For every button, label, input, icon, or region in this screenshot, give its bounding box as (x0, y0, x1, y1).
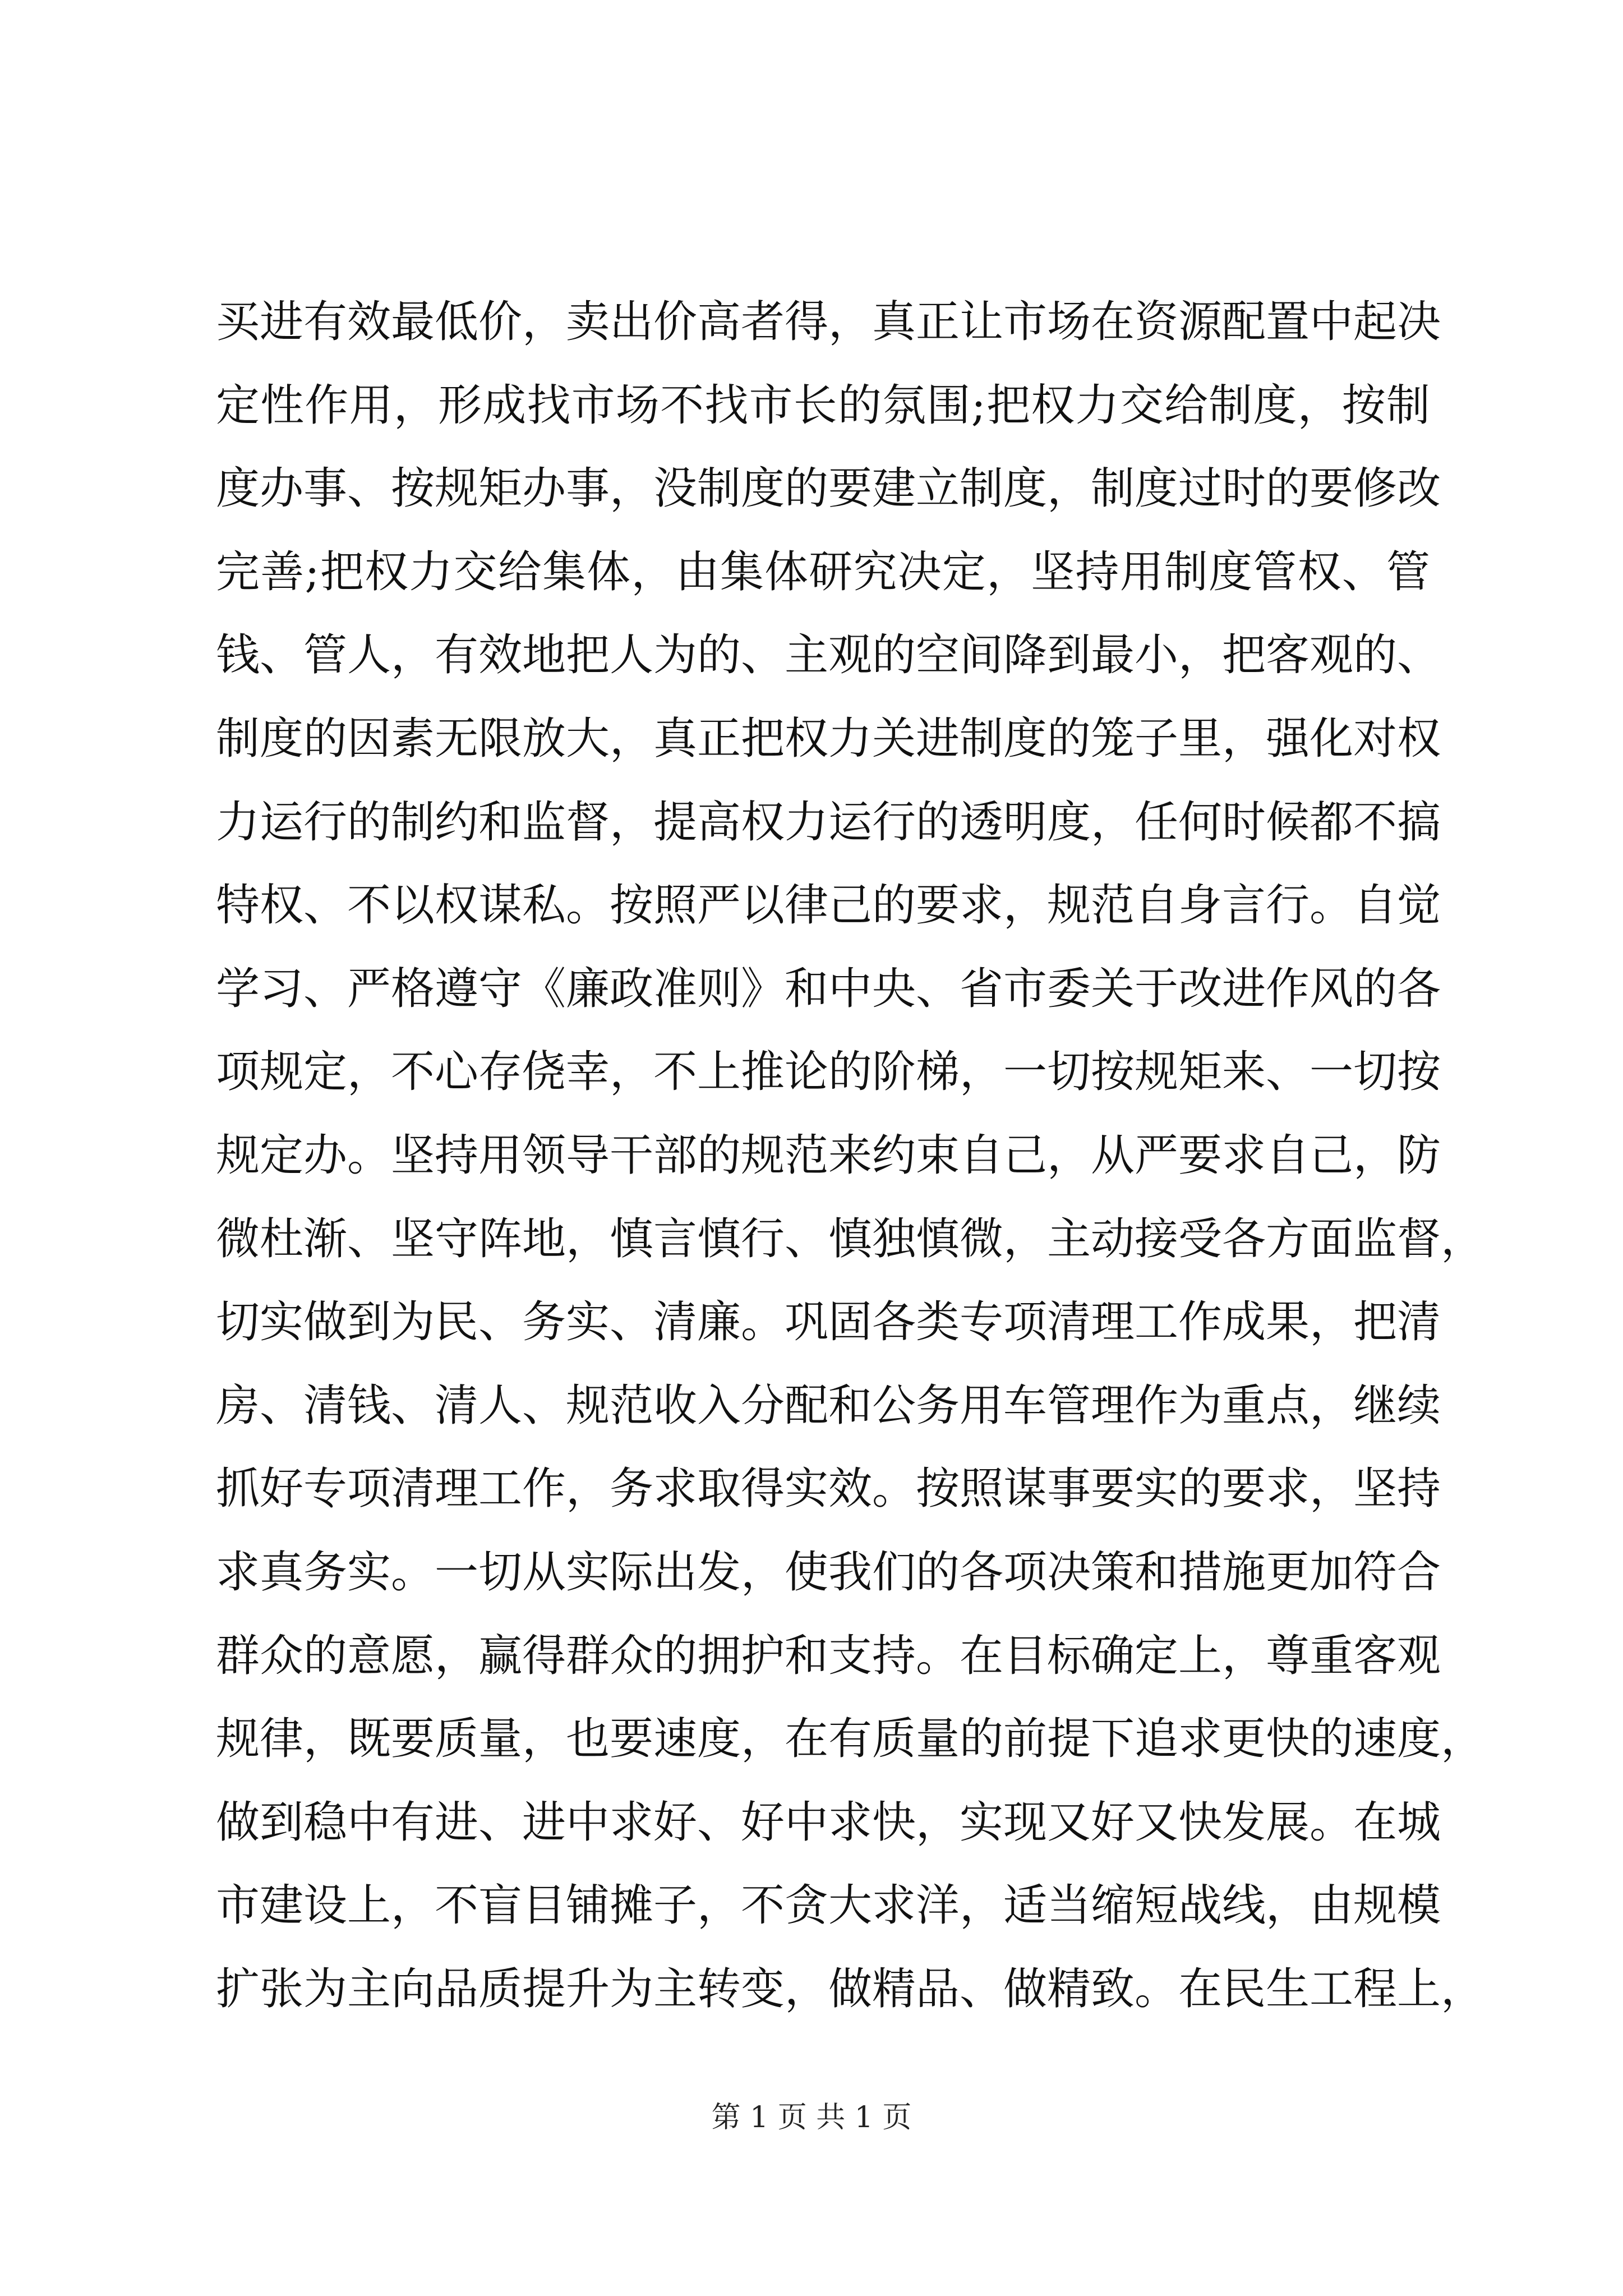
text-line: 微杜渐、坚守阵地，慎言慎行、慎独慎微，主动接受各方面监督， (216, 1213, 1485, 1264)
text-line: 项规定，不心存侥幸，不上推论的阶梯，一切按规矩来、一切按 (216, 1047, 1441, 1098)
text-line: 做到稳中有进、进中求好、好中求快，实现又好又快发展。在城 (216, 1797, 1441, 1848)
text-line: 定性作用，形成找市场不找市长的氛围;把权力交给制度，按制 (216, 380, 1430, 431)
text-line: 学习、严格遵守《廉政准则》和中央、省市委关于改进作风的各 (216, 963, 1441, 1014)
text-line: 规律，既要质量，也要速度，在有质量的前提下追求更快的速度， (216, 1714, 1485, 1765)
body-text (216, 280, 1485, 2031)
text-line: 制度的因素无限放大，真正把权力关进制度的笼子里，强化对权 (216, 713, 1441, 764)
text-line: 钱、管人，有效地把人为的、主观的空间降到最小，把客观的、 (216, 630, 1441, 681)
text-line: 规定办。坚持用领导干部的规范来约束自己，从严要求自己，防 (216, 1130, 1441, 1181)
text-line: 特权、不以权谋私。按照严以律己的要求，规范自身言行。自觉 (216, 880, 1441, 931)
text-line: 扩张为主向品质提升为主转变，做精品、做精致。在民生工程上， (216, 1963, 1485, 2014)
text-line: 求真务实。一切从实际出发，使我们的各项决策和措施更加符合 (216, 1547, 1441, 1598)
text-line: 买进有效最低价，卖出价高者得，真正让市场在资源配置中起决 (216, 297, 1441, 347)
text-line: 度办事、按规矩办事，没制度的要建立制度，制度过时的要修改 (216, 463, 1441, 514)
text-line: 房、清钱、清人、规范收入分配和公务用车管理作为重点，继续 (216, 1380, 1441, 1431)
text-line: 力运行的制约和监督，提高权力运行的透明度，任何时候都不搞 (216, 797, 1441, 848)
text-line: 切实做到为民、务实、清廉。巩固各类专项清理工作成果，把清 (216, 1297, 1441, 1348)
text-line: 市建设上，不盲目铺摊子，不贪大求洋，适当缩短战线，由规模 (216, 1880, 1441, 1931)
text-line: 完善;把权力交给集体，由集体研究决定，坚持用制度管权、管 (216, 546, 1430, 597)
page-footer: 第 1 页 共 1 页 (711, 2101, 912, 2134)
text-line: 抓好专项清理工作，务求取得实效。按照谋事要实的要求，坚持 (216, 1464, 1441, 1515)
text-line: 群众的意愿，赢得群众的拥护和支持。在目标确定上，尊重客观 (216, 1630, 1441, 1681)
